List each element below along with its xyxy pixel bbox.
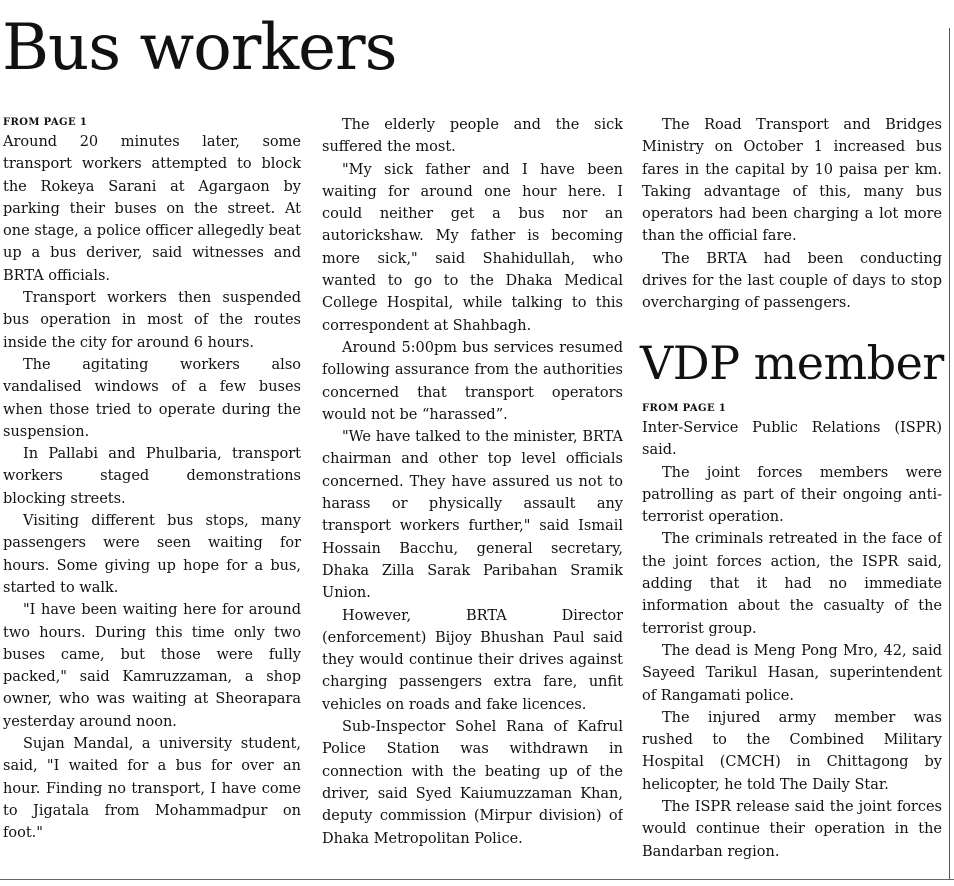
article-paragraph: "My sick father and I have been waiting for around one hour here. I could neither get a bus nor an autorickshaw. My father is becoming more sick," said Shahidullah, who wanted to go to the Dhaka Medical College Hospital, while talking to this correspondent at Shahbagh. — [322, 161, 623, 334]
article-column-3-top — [642, 114, 942, 336]
article-paragraph: However, BRTA Director (enforcement) Bijoy Bhushan Paul said they would continue their drives against charging passengers extra fare, unfit vehicles on roads and fake licences. — [322, 607, 623, 713]
article-paragraph: Inter-Service Public Relations (ISPR) said. — [642, 420, 942, 459]
column-divider-rule — [949, 28, 950, 880]
page-bottom-rule — [0, 879, 954, 880]
article-paragraph: The injured army member was rushed to the Combined Military Hospital (CMCH) in Chittagong by helicopter, he told The Daily Star. — [642, 709, 942, 793]
article-paragraph: Transport workers then suspended bus operation in most of the routes inside the city for around 6 hours. — [3, 290, 301, 351]
article-headline-vdp-member: VDP member — [640, 336, 944, 390]
article-column-2 — [322, 114, 623, 866]
article-paragraph: The criminals retreated in the face of the joint forces action, the ISPR said, adding that it had no immediate information about the casualty of the terrorist group. — [642, 531, 942, 637]
dateline-from-page-1: FROM PAGE 1 — [3, 117, 88, 128]
article-paragraph: Sub-Inspector Sohel Rana of Kafrul Police Station was withdrawn in connection with the beating up of the driver, said Syed Kaiumuzzaman Khan, deputy commission (Mirpur division) of Dhaka Metropolitan Police. — [322, 719, 623, 847]
article-paragraph: The Road Transport and Bridges Ministry on October 1 increased bus fares in the capital by 10 paisa per km. Taking advantage of this, many bus operators had been charging a lot more than the official fare. — [642, 117, 942, 245]
article-paragraph: In Pallabi and Phulbaria, transport workers staged demonstrations blocking streets. — [3, 446, 301, 507]
article-paragraph: Visiting different bus stops, many passengers were seen waiting for hours. Some giving up hope for a bus, started to walk. — [3, 513, 301, 596]
article-paragraph: "I have been waiting here for around two hours. During this time only two buses came, but those were fully packed," said Kamruzzaman, a shop owner, who was waiting at Sheorapara yesterday around noon. — [3, 602, 301, 730]
article-paragraph: Around 20 minutes later, some transport workers attempted to block the Rokeya Sarani at Agargaon by parking their buses on the street. At one stage, a police officer allegedly beat up a bus deriver, said witnesses and BRTA officials. — [3, 134, 301, 284]
article-paragraph: The dead is Meng Pong Mro, 42, said Sayeed Tarikul Hasan, superintendent of Rangamati police. — [642, 642, 942, 704]
article-paragraph: The ISPR release said the joint forces would continue their operation in the Bandarban region. — [642, 799, 942, 860]
article-headline-bus-workers: Bus workers — [2, 11, 397, 85]
article-paragraph: The agitating workers also vandalised windows of a few buses when those tried to operate during the suspension. — [3, 356, 301, 440]
dateline-from-page-1: FROM PAGE 1 — [642, 403, 727, 414]
article-paragraph: Sujan Mandal, a university student, said, "I waited for a bus for over an hour. Finding no transport, I have come to Jigatala from Mohammadpur on foot." — [3, 736, 301, 842]
article-paragraph: Around 5:00pm bus services resumed following assurance from the authorities concerned that transport operators would not be “harassed”. — [322, 339, 623, 423]
article-column-3-bottom — [642, 402, 942, 868]
article-paragraph: "We have talked to the minister, BRTA chairman and other top level officials concerned. They have assured us not to harass or physically assault any transport workers further," said Ismail Hossain Bacchu, general secretary, Dhaka Zilla Sarak Paribahan Sramik Union. — [322, 429, 623, 602]
article-column-1 — [3, 116, 301, 868]
article-paragraph: The elderly people and the sick suffered the most. — [322, 117, 623, 156]
article-paragraph: The joint forces members were patrolling as part of their ongoing anti-terrorist operation. — [642, 464, 942, 526]
article-paragraph: The BRTA had been conducting drives for the last couple of days to stop overcharging of passengers. — [642, 250, 942, 312]
